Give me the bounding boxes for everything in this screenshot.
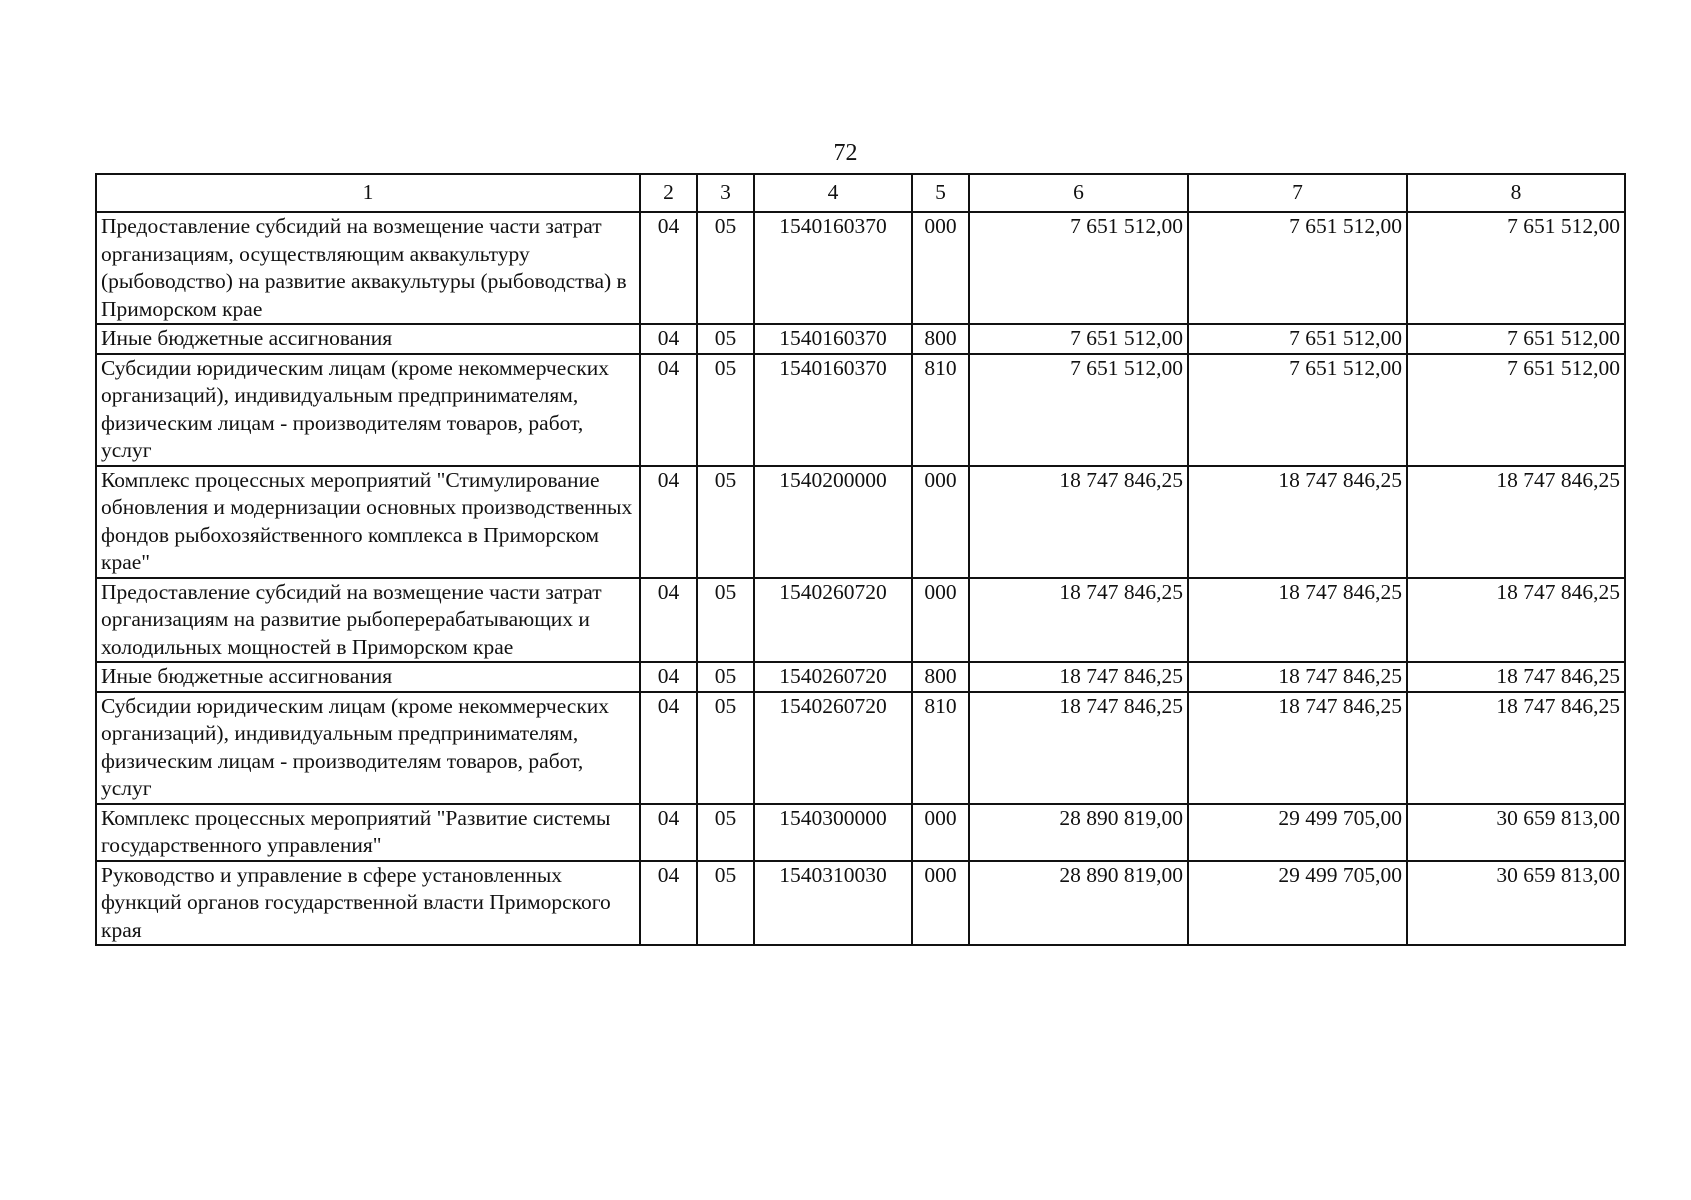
row-amount-col8: 18 747 846,25 xyxy=(1407,578,1625,663)
row-target-article: 1540310030 xyxy=(754,861,912,946)
row-subsection: 05 xyxy=(697,324,754,354)
table-row xyxy=(96,804,1625,861)
row-amount-col6: 28 890 819,00 xyxy=(969,861,1188,946)
row-expense-type: 800 xyxy=(912,324,969,354)
budget-table xyxy=(95,173,1626,946)
column-header-3: 3 xyxy=(697,174,754,212)
row-amount-col8: 18 747 846,25 xyxy=(1407,662,1625,692)
column-header-1: 1 xyxy=(96,174,640,212)
row-amount-col6: 28 890 819,00 xyxy=(969,804,1188,861)
table-row xyxy=(96,578,1625,663)
row-expense-type: 800 xyxy=(912,662,969,692)
row-section: 04 xyxy=(640,578,697,663)
row-amount-col8: 7 651 512,00 xyxy=(1407,354,1625,466)
row-amount-col6: 7 651 512,00 xyxy=(969,354,1188,466)
row-section: 04 xyxy=(640,354,697,466)
row-expense-type: 810 xyxy=(912,354,969,466)
row-subsection: 05 xyxy=(697,804,754,861)
row-expense-type: 000 xyxy=(912,212,969,324)
row-amount-col6: 7 651 512,00 xyxy=(969,212,1188,324)
row-expense-type: 000 xyxy=(912,804,969,861)
table-row xyxy=(96,324,1625,354)
column-header-6: 6 xyxy=(969,174,1188,212)
row-amount-col8: 30 659 813,00 xyxy=(1407,804,1625,861)
row-amount-col6: 18 747 846,25 xyxy=(969,692,1188,804)
row-amount-col8: 18 747 846,25 xyxy=(1407,466,1625,578)
row-amount-col6: 18 747 846,25 xyxy=(969,662,1188,692)
row-target-article: 1540160370 xyxy=(754,324,912,354)
column-number-row xyxy=(96,174,1625,212)
table-row xyxy=(96,662,1625,692)
row-amount-col7: 29 499 705,00 xyxy=(1188,804,1407,861)
row-section: 04 xyxy=(640,212,697,324)
column-header-7: 7 xyxy=(1188,174,1407,212)
column-header-2: 2 xyxy=(640,174,697,212)
row-amount-col6: 18 747 846,25 xyxy=(969,578,1188,663)
row-expense-type: 000 xyxy=(912,861,969,946)
row-amount-col7: 18 747 846,25 xyxy=(1188,662,1407,692)
row-amount-col8: 30 659 813,00 xyxy=(1407,861,1625,946)
row-expense-type: 000 xyxy=(912,466,969,578)
table-row xyxy=(96,354,1625,466)
row-section: 04 xyxy=(640,466,697,578)
row-amount-col7: 18 747 846,25 xyxy=(1188,578,1407,663)
row-subsection: 05 xyxy=(697,662,754,692)
row-section: 04 xyxy=(640,324,697,354)
table-row xyxy=(96,861,1625,946)
row-amount-col6: 18 747 846,25 xyxy=(969,466,1188,578)
row-name: Субсидии юридическим лицам (кроме некоммерческих организаций), индивидуальным предпринимателям, физическим лицам - производителям товаров, работ, услуг xyxy=(96,692,640,804)
row-target-article: 1540200000 xyxy=(754,466,912,578)
row-name: Руководство и управление в сфере установленных функций органов государственной власти Приморского края xyxy=(96,861,640,946)
row-amount-col8: 18 747 846,25 xyxy=(1407,692,1625,804)
row-expense-type: 000 xyxy=(912,578,969,663)
row-name: Предоставление субсидий на возмещение части затрат организациям на развитие рыбоперерабатывающих и холодильных мощностей в Приморском крае xyxy=(96,578,640,663)
page-number: 72 xyxy=(833,140,858,166)
table-row xyxy=(96,212,1625,324)
table-row xyxy=(96,466,1625,578)
row-subsection: 05 xyxy=(697,861,754,946)
row-name: Иные бюджетные ассигнования xyxy=(96,662,640,692)
row-subsection: 05 xyxy=(697,212,754,324)
row-amount-col7: 7 651 512,00 xyxy=(1188,354,1407,466)
row-target-article: 1540160370 xyxy=(754,354,912,466)
row-name: Иные бюджетные ассигнования xyxy=(96,324,640,354)
row-subsection: 05 xyxy=(697,354,754,466)
row-name: Комплекс процессных мероприятий "Развитие системы государственного управления" xyxy=(96,804,640,861)
row-target-article: 1540260720 xyxy=(754,692,912,804)
row-name: Субсидии юридическим лицам (кроме некоммерческих организаций), индивидуальным предпринимателям, физическим лицам - производителям товаров, работ, услуг xyxy=(96,354,640,466)
row-amount-col6: 7 651 512,00 xyxy=(969,324,1188,354)
row-amount-col7: 18 747 846,25 xyxy=(1188,466,1407,578)
row-amount-col7: 29 499 705,00 xyxy=(1188,861,1407,946)
row-expense-type: 810 xyxy=(912,692,969,804)
column-header-4: 4 xyxy=(754,174,912,212)
row-target-article: 1540300000 xyxy=(754,804,912,861)
row-name: Предоставление субсидий на возмещение части затрат организациям, осуществляющим аквакультуру (рыбоводство) на развитие аквакультуры (рыбоводства) в Приморском крае xyxy=(96,212,640,324)
row-section: 04 xyxy=(640,804,697,861)
row-amount-col8: 7 651 512,00 xyxy=(1407,212,1625,324)
row-subsection: 05 xyxy=(697,466,754,578)
row-section: 04 xyxy=(640,861,697,946)
row-target-article: 1540260720 xyxy=(754,578,912,663)
row-subsection: 05 xyxy=(697,692,754,804)
row-section: 04 xyxy=(640,662,697,692)
row-target-article: 1540160370 xyxy=(754,212,912,324)
row-subsection: 05 xyxy=(697,578,754,663)
column-header-5: 5 xyxy=(912,174,969,212)
row-amount-col8: 7 651 512,00 xyxy=(1407,324,1625,354)
row-amount-col7: 7 651 512,00 xyxy=(1188,324,1407,354)
table-row xyxy=(96,692,1625,804)
row-section: 04 xyxy=(640,692,697,804)
column-header-8: 8 xyxy=(1407,174,1625,212)
row-amount-col7: 7 651 512,00 xyxy=(1188,212,1407,324)
row-name: Комплекс процессных мероприятий "Стимулирование обновления и модернизации основных производственных фондов рыбохозяйственного комплекса в Приморском крае" xyxy=(96,466,640,578)
row-target-article: 1540260720 xyxy=(754,662,912,692)
row-amount-col7: 18 747 846,25 xyxy=(1188,692,1407,804)
